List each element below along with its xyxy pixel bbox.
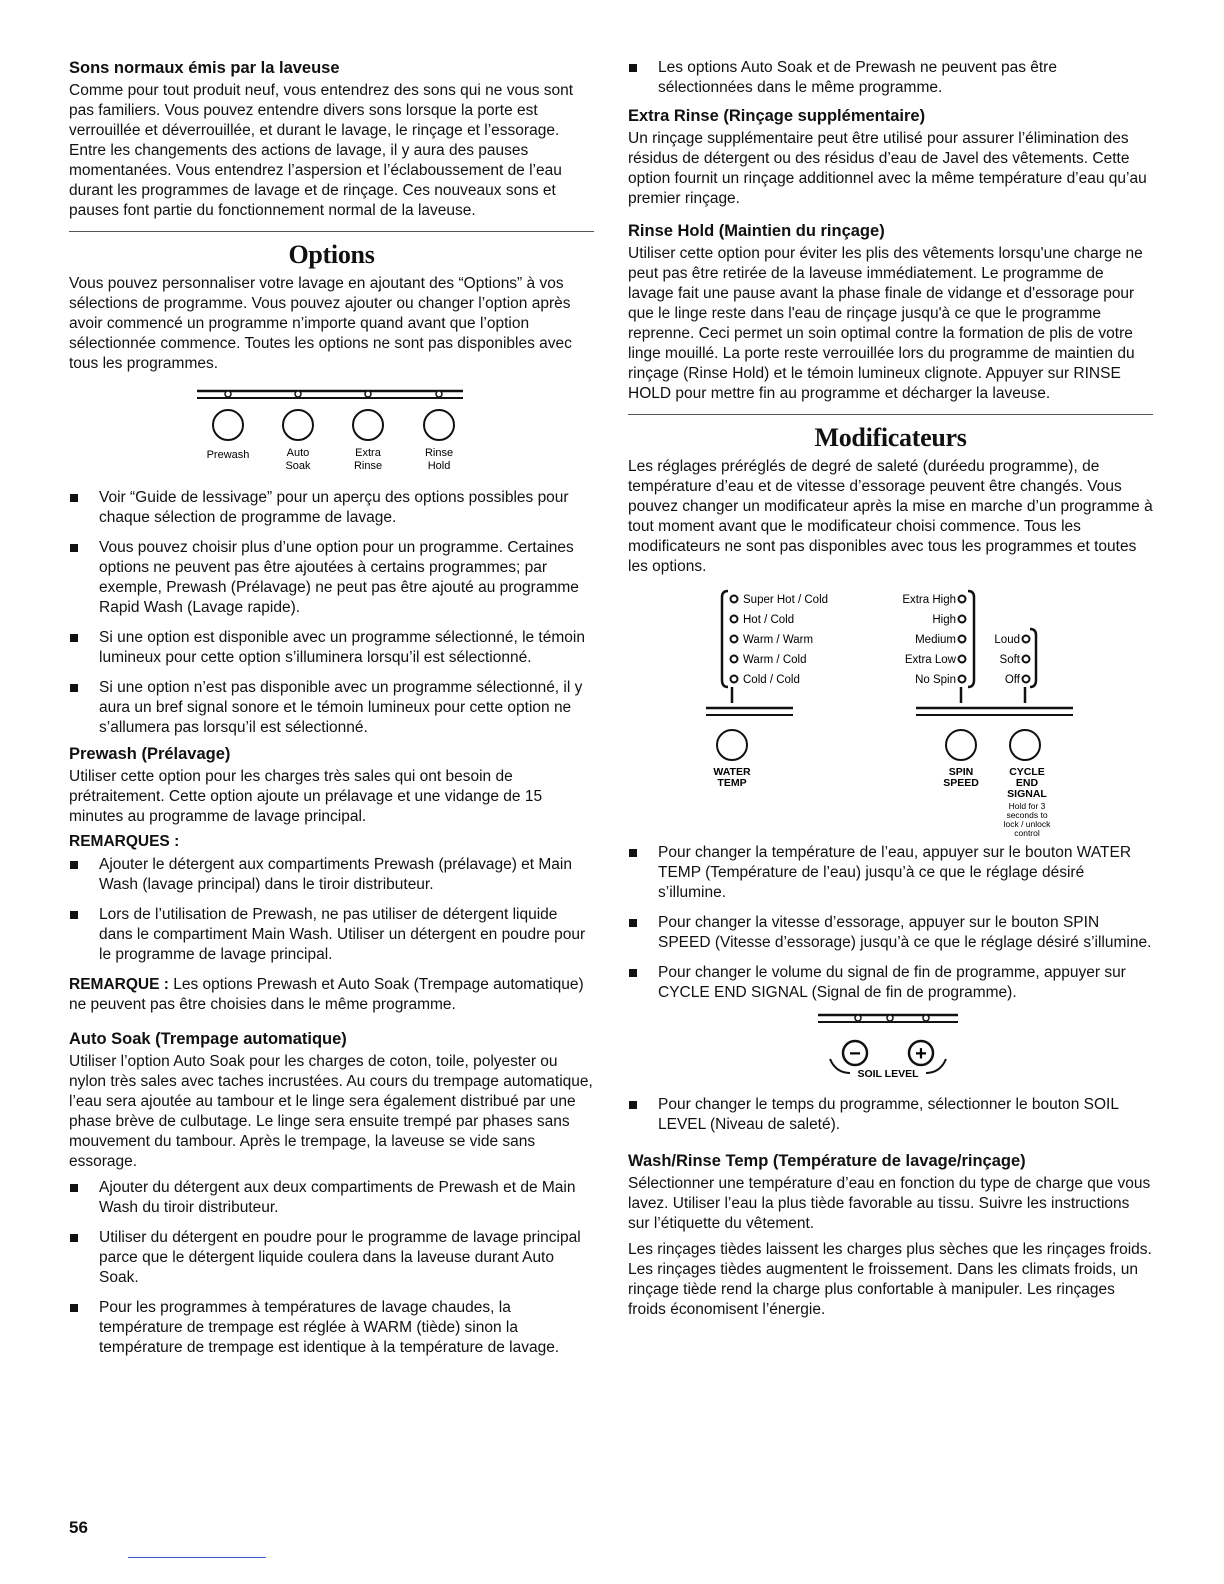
autosoak-bullets	[69, 1178, 594, 1358]
signal-led-2	[1023, 676, 1030, 683]
list-item: Pour changer la température de l’eau, appuyer sur le bouton WATER TEMP (Température de l’eau) jusqu’à ce que le réglage désiré s’illumine.	[628, 843, 1153, 903]
extra-rinse-text: Un rinçage supplémentaire peut être utilisé pour assurer l’élimination des résidus de détergent ou des résidus d’eau de Javel des vêtements. Cette option fournit un rinçage additionnel avec la même température d’eau qu’au premier rinçage.	[628, 130, 1147, 207]
rinse-hold-label-2: Hold	[427, 460, 451, 472]
auto-soak-label-2: Soak	[285, 460, 311, 472]
soil-minus-icon: −	[849, 1043, 861, 1065]
spin-speed-label-1: SPIN	[948, 766, 974, 778]
list-item: Pour changer le temps du programme, sélectionner le bouton SOIL LEVEL (Niveau de saleté).	[628, 1095, 1153, 1135]
list-item: Si une option est disponible avec un programme sélectionné, le témoin lumineux pour cette option s’illuminera lorsqu’il est sélectionné.	[69, 628, 594, 668]
temp-option-0: Super Hot / Cold	[743, 594, 829, 606]
sounds-title: Sons normaux émis par la laveuse	[69, 59, 340, 77]
list-item: Lors de l’utilisation de Prewash, ne pas utiliser de détergent liquide dans le compartiment Main Wash. Utiliser un détergent en poudre pour le programme de lavage principal.	[69, 905, 594, 965]
rinse-hold-title: Rinse Hold (Maintien du rinçage)	[628, 222, 885, 240]
temp-option-1: Hot / Cold	[743, 614, 795, 626]
list-item: Utiliser du détergent en poudre pour le programme de lavage principal parce que le détergent liquide coulera dans la laveuse durant Auto Soak.	[69, 1228, 594, 1288]
left-column	[69, 58, 594, 1368]
spin-led-3	[959, 656, 966, 663]
spin-speed-button[interactable]	[946, 730, 976, 760]
remarques-label: REMARQUES :	[69, 833, 180, 850]
options-bullets	[69, 488, 594, 738]
spin-led-2	[959, 636, 966, 643]
autosoak-text: Utiliser l’option Auto Soak pour les charges de coton, toile, polyester ou nylon très sales avec taches incrustées. Au cours du trempage automatique, l’eau sera ajoutée au tambour et le linge sera également distribué par une phase brève de culbutage. Le linge sera ensuite trempé par phases sans mouvement du tambour. Après le trempage, la laveuse se vide sans essorage.	[69, 1053, 593, 1170]
temp-led-0	[731, 596, 738, 603]
list-item: Pour changer le volume du signal de fin de programme, appuyer sur CYCLE END SIGNAL (Signal de fin de programme).	[628, 963, 1153, 1003]
water-temp-label-2: TEMP	[717, 777, 747, 789]
option-led-prewash	[225, 391, 231, 397]
extra-rinse-label-1: Extra	[355, 447, 381, 459]
spin-option-4: No Spin	[915, 674, 956, 686]
prewash-title: Prewash (Prélavage)	[69, 745, 231, 763]
temp-led-2	[731, 636, 738, 643]
list-item: Ajouter du détergent aux deux compartiments de Prewash et de Main Wash du tiroir distributeur.	[69, 1178, 594, 1218]
auto-soak-button[interactable]	[283, 410, 313, 440]
option-led-extra-rinse	[365, 391, 371, 397]
list-item: Les options Auto Soak et de Prewash ne peuvent pas être sélectionnées dans le même programme.	[628, 58, 1153, 98]
extra-rinse-button[interactable]	[353, 410, 383, 440]
auto-soak-label-1: Auto	[286, 447, 310, 459]
modifier-bullets	[628, 843, 1153, 1003]
spin-option-1: High	[932, 614, 956, 626]
page-number: 56	[69, 1518, 88, 1537]
temp-led-4	[731, 676, 738, 683]
temp-option-4: Cold / Cold	[743, 674, 800, 686]
extra-rinse-label-2: Rinse	[353, 460, 383, 472]
right-column	[628, 58, 1153, 1326]
spin-led-4	[959, 676, 966, 683]
signal-option-2: Off	[1004, 674, 1020, 686]
list-item: Pour les programmes à températures de lavage chaudes, la température de trempage est réglée à WARM (tiède) sinon la température de trempage est identique à la température de lavage.	[69, 1298, 594, 1358]
spin-option-2: Medium	[915, 634, 956, 646]
prewash-text: Utiliser cette option pour les charges très sales qui ont besoin de prétraitement. Cette option ajoute un prélavage et une vidange de 15 minutes au programme de lavage principal.	[69, 768, 543, 825]
rinse-hold-label-1: Rinse	[424, 447, 454, 459]
water-temp-label-1: WATER	[713, 766, 751, 778]
autosoak-title: Auto Soak (Trempage automatique)	[69, 1030, 347, 1048]
temp-option-3: Warm / Cold	[743, 654, 807, 666]
cycle-end-label-2: END	[1015, 777, 1039, 789]
modificateurs-heading: Modificateurs	[814, 423, 967, 452]
prewash-bullets	[69, 855, 594, 965]
remarque-label: REMARQUE :	[69, 976, 169, 993]
option-led-rinse-hold	[436, 391, 442, 397]
spin-speed-label-2: SPEED	[943, 777, 979, 789]
signal-option-1: Soft	[999, 654, 1020, 666]
option-led-auto-soak	[295, 391, 301, 397]
options-heading: Options	[288, 240, 375, 269]
water-temp-button[interactable]	[717, 730, 747, 760]
temp-led-1	[731, 616, 738, 623]
soil-level-label: SOIL LEVEL	[857, 1068, 919, 1080]
sounds-text: Comme pour tout produit neuf, vous entendrez des sons qui ne vous sont pas familiers. Vous pouvez entendre divers sons lorsque la porte est verrouillée et déverrouillée, et durant le lavage, le rinçage et l’essorage. Entre les changements des actions de lavage, il y aura des pauses momentanées. Vous entendrez l’aspersion et l’éclaboussement de l’eau durant les programmes de lavage et de rinçage. Ces nouveaux sons et pauses font partie du fonctionnement normal de la laveuse.	[69, 82, 574, 219]
temp-led-3	[731, 656, 738, 663]
hold-note-3: lock / unlock	[1003, 819, 1051, 829]
cycle-end-label-1: CYCLE	[1009, 766, 1045, 778]
soil-plus-icon: +	[915, 1043, 927, 1065]
spin-led-1	[959, 616, 966, 623]
divider	[69, 231, 594, 232]
modifiers-panel-diagram	[628, 585, 1153, 837]
soil-led-1	[887, 1015, 893, 1021]
soil-led-0	[855, 1015, 861, 1021]
list-item: Voir “Guide de lessivage” pour un aperçu des options possibles pour chaque sélection de programme de lavage.	[69, 488, 594, 528]
footer-link-line	[128, 1557, 266, 1558]
spin-option-0: Extra High	[902, 594, 956, 606]
extra-rinse-title: Extra Rinse (Rinçage supplémentaire)	[628, 107, 926, 125]
rinse-hold-button[interactable]	[424, 410, 454, 440]
remarque-text: Les options Prewash et Auto Soak (Trempage automatique) ne peuvent pas être choisies dans le même programme.	[69, 976, 584, 1013]
signal-led-0	[1023, 636, 1030, 643]
modificateurs-intro: Les réglages préréglés de degré de saleté (duréedu programme), de température d’eau et de vitesse d’essorage peuvent être changés. Vous pouvez changer un modificateur après la mise en marche d’un programme à tout moment avant que le modificateur choisi commence. Tous les modificateurs ne sont pas disponibles avec tous les programmes et toutes les options.	[628, 458, 1153, 575]
soil-level-diagram	[628, 1007, 1153, 1089]
list-item: Vous pouvez choisir plus d’une option pour un programme. Certaines options ne peuvent pas être ajoutées à certains programmes; par exemple, Prewash (Prélavage) ne peut pas être ajouté au programme Rapid Wash (Lavage rapide).	[69, 538, 594, 618]
rinse-hold-text: Utiliser cette option pour éviter les plis des vêtements lorsqu'une charge ne peut pas être retirée de la laveuse immédiatement. Le programme de lavage fait une pause avant la phase finale de vidange et d'essorage pour que le linge reste dans l'eau de rinçage jusqu'à ce que le programme reprenne. Ceci permet un soin optimal contre la formation de plis de votre linge mouillé. La porte reste verrouillée lors du programme de maintien du rinçage (Rinse Hold) et le témoin lumineux clignote. Appuyer sur RINSE HOLD pour mettre fin au programme et décharger la laveuse.	[628, 245, 1143, 402]
signal-option-0: Loud	[994, 634, 1020, 646]
top-bullets	[628, 58, 1153, 98]
spin-option-3: Extra Low	[904, 654, 956, 666]
cycle-end-label-3: SIGNAL	[1007, 788, 1047, 800]
wash-rinse-temp-title: Wash/Rinse Temp (Température de lavage/rinçage)	[628, 1152, 1026, 1170]
soil-bullets	[628, 1095, 1153, 1135]
prewash-label: Prewash	[206, 449, 250, 461]
list-item: Ajouter le détergent aux compartiments Prewash (prélavage) et Main Wash (lavage principal) dans le tiroir distributeur.	[69, 855, 594, 895]
prewash-button[interactable]	[213, 410, 243, 440]
list-item: Si une option n’est pas disponible avec un programme sélectionné, il y aura un bref signal sonore et le témoin lumineux pour cette option ne s’allumera pas lorsqu’il est sélectionné.	[69, 678, 594, 738]
remarque-note	[69, 975, 594, 1015]
spin-led-0	[959, 596, 966, 603]
options-intro: Vous pouvez personnaliser votre lavage en ajoutant des “Options” à vos sélections de programme. Vous pouvez ajouter ou changer l’option après avoir commencé un programme n’importe quand avant que l’option sélectionnée commence. Toutes les options ne sont pas disponibles avec tous les programmes.	[69, 275, 572, 372]
divider	[628, 414, 1153, 415]
signal-led-1	[1023, 656, 1030, 663]
list-item: Pour changer la vitesse d’essorage, appuyer sur le bouton SPIN SPEED (Vitesse d’essorage) jusqu’à ce que le réglage désiré s’illumine.	[628, 913, 1153, 953]
hold-note-2: seconds to	[1006, 810, 1048, 820]
wash-rinse-text-1: Sélectionner une température d’eau en fonction du type de charge que vous lavez. Utiliser l’eau la plus tiède favorable au tissu. Suivre les instructions sur l’étiquette du vêtement.	[628, 1175, 1151, 1232]
temp-option-2: Warm / Warm	[743, 634, 814, 646]
wash-rinse-text-2: Les rinçages tièdes laissent les charges plus sèches que les rinçages froids. Les rinçages tièdes augmentent le froissement. Dans les climats froids, un rinçage tiède rend la charge plus confortable à manipuler. Les rinçages froids économisent l’énergie.	[628, 1241, 1152, 1318]
hold-note-1: Hold for 3	[1008, 801, 1046, 811]
options-panel-diagram	[69, 382, 594, 482]
soil-led-2	[923, 1015, 929, 1021]
hold-note-4: control	[1014, 828, 1040, 837]
cycle-end-signal-button[interactable]	[1010, 730, 1040, 760]
